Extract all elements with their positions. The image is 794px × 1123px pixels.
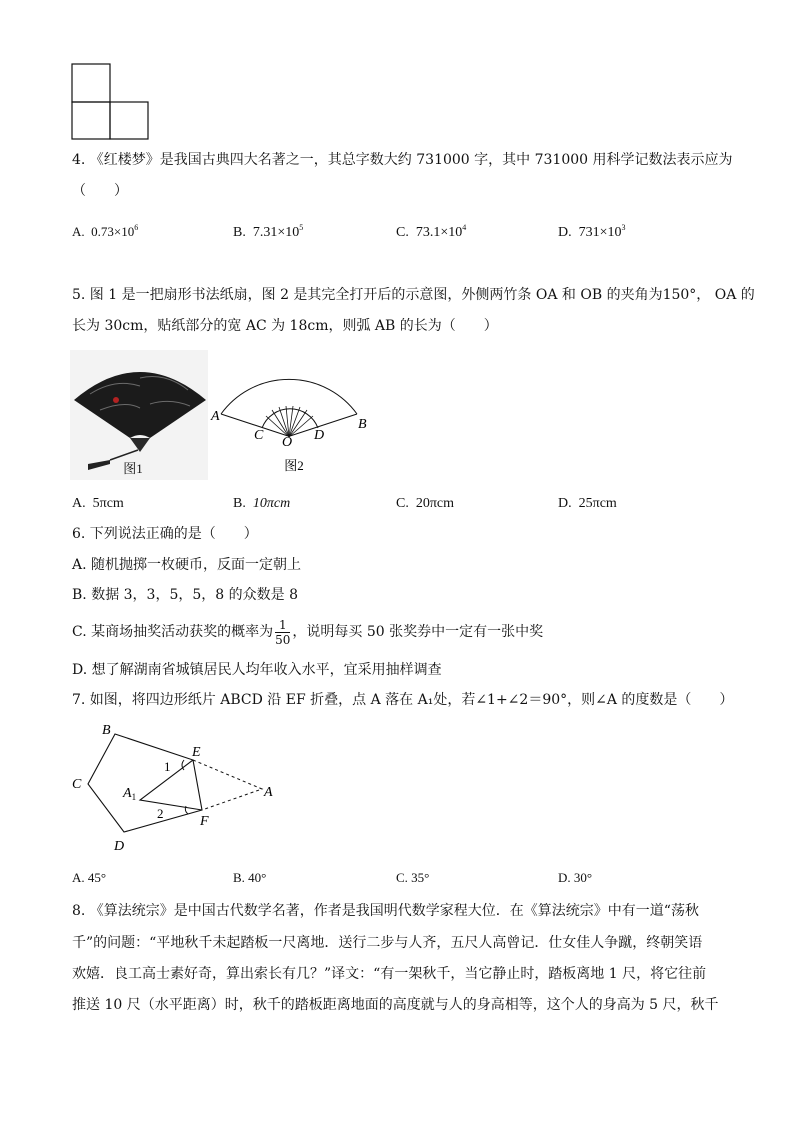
label-B: B — [102, 723, 111, 738]
q7-option-a — [72, 868, 106, 888]
q7-option-c — [396, 868, 429, 888]
polygon-outline — [88, 734, 202, 832]
option-letter: C. — [396, 225, 409, 240]
dashed-original — [193, 760, 262, 810]
option-value: 0.73×10 — [91, 224, 135, 239]
q8-line2: 千”的问题：“平地秋千未起踏板一尺离地．送行二步与人齐，五尺人高曾记．仕女佳人争蹴，终朝笑语 — [72, 935, 703, 951]
fan-photo-figure — [70, 350, 208, 480]
q4-paren: （ ） — [72, 183, 128, 199]
option-value: 35° — [411, 870, 430, 885]
label-D: D — [114, 839, 125, 854]
fraction — [275, 618, 290, 647]
label-A: A — [211, 409, 220, 424]
fraction-numerator: 1 — [275, 618, 290, 633]
label-2: 2 — [157, 806, 164, 821]
q5-stem-line2: 长为 30cm，贴纸部分的宽 AC 为 18cm，则弧 AB 的长为（ ） — [72, 318, 498, 334]
folded-triangle — [140, 760, 202, 810]
fig1-caption: 图1 — [123, 461, 143, 476]
option-value: 45° — [87, 870, 107, 885]
option-text: ，说明每买 50 张奖券中一定有一张中奖 — [292, 624, 544, 640]
q6-option-d: D. 想了解湖南省城镇居民人均年收入水平，宜采用抽样调查 — [72, 662, 442, 678]
q4-option-a — [72, 218, 138, 242]
label-O: O — [282, 435, 293, 450]
q4-option-c — [396, 218, 466, 243]
option-value: 20πcm — [415, 496, 455, 511]
label-B: B — [358, 417, 367, 432]
option-value: 25πcm — [578, 496, 617, 511]
q4-stem: 4. 《红楼梦》是我国古典四大名著之一，其总字数大约 731000 字，其中 731000 用科学记数法表示应为 — [72, 152, 733, 168]
option-exponent: 6 — [134, 223, 139, 232]
option-letter: D. — [558, 496, 572, 511]
q7-stem: 7. 如图，将四边形纸片 ABCD 沿 EF 折叠，点 A 落在 A₁处，若∠1+∠2＝90°，则∠A 的度数是（ ） — [72, 692, 734, 708]
option-letter: C. — [396, 496, 409, 511]
label-F: F — [200, 814, 209, 829]
option-exponent: 3 — [621, 223, 626, 232]
square-bottom-right — [110, 102, 148, 139]
option-letter: B. — [233, 225, 246, 240]
option-letter: A. — [72, 496, 86, 511]
q6-option-b: B. 数据 3，3，5，5，8 的众数是 8 — [72, 587, 298, 603]
q5-option-d — [558, 494, 617, 514]
q8-line3: 欢嬉．良工高士素好奇，算出索长有几？”译文：“有一架秋千，当它静止时，踏板离地 1 尺，将它往前 — [72, 966, 707, 982]
option-value: 40° — [248, 870, 267, 885]
q5-option-b — [233, 494, 290, 514]
option-value: 5πcm — [92, 496, 124, 511]
label-A: A — [264, 785, 273, 800]
fig2-caption: 图2 — [284, 458, 304, 473]
option-exponent: 5 — [299, 223, 304, 232]
label-E: E — [192, 745, 201, 760]
option-text: C. 某商场抽奖活动获奖的概率为 — [72, 624, 274, 640]
label-C: C — [72, 777, 82, 792]
q7-option-b — [233, 868, 266, 888]
fold-quadrilateral-figure — [66, 718, 286, 858]
q6-option-a: A. 随机抛掷一枚硬币，反面一定朝上 — [72, 557, 302, 573]
square-bottom-left — [72, 102, 110, 139]
q5-option-a — [72, 494, 124, 514]
option-letter: D. — [558, 225, 572, 240]
q6-stem: 6. 下列说法正确的是（ ） — [72, 526, 258, 542]
option-letter: D. — [558, 870, 571, 885]
option-letter: C. — [396, 870, 408, 885]
option-letter: B. — [233, 870, 245, 885]
option-value: 731×10 — [578, 225, 622, 240]
q7-option-d — [558, 868, 592, 888]
fan-diagram-figure — [206, 360, 376, 475]
option-value: 30° — [573, 870, 593, 885]
q8-line1: 8. 《算法统宗》是中国古代数学名著，作者是我国明代数学家程大位．在《算法统宗》中有一道“荡秋 — [72, 903, 699, 919]
q6-option-c — [72, 614, 543, 650]
label-A1: $A_1$ — [123, 786, 137, 802]
seal-red — [113, 397, 119, 403]
q8-line4: 推送 10 尺（水平距离）时，秋千的踏板距离地面的高度就与人的身高相等，这个人的身高为 5 尺，秋千 — [72, 997, 719, 1013]
option-letter: A. — [72, 870, 85, 885]
option-letter: B. — [233, 496, 246, 511]
q4-option-b — [233, 218, 303, 243]
option-exponent: 4 — [462, 223, 467, 232]
label-C: C — [254, 428, 264, 443]
option-value: 7.31×10 — [252, 225, 300, 240]
q5-option-c — [396, 494, 454, 514]
inner-arc — [262, 409, 318, 428]
label-D: D — [314, 428, 325, 443]
q5-stem-line1: 5. 图 1 是一把扇形书法纸扇，图 2 是其完全打开后的示意图，外侧两竹条 OA 和 OB 的夹角为150°， OA 的 — [72, 287, 755, 303]
option-value: 10πcm — [252, 496, 291, 511]
label-1: 1 — [164, 759, 171, 774]
option-value: 73.1×10 — [415, 225, 463, 240]
squares-figure — [71, 63, 151, 141]
fan-ribs — [266, 406, 313, 437]
q4-option-d — [558, 218, 626, 243]
option-letter: A. — [72, 224, 85, 239]
fraction-denominator: 50 — [275, 632, 291, 647]
square-top — [72, 64, 110, 102]
